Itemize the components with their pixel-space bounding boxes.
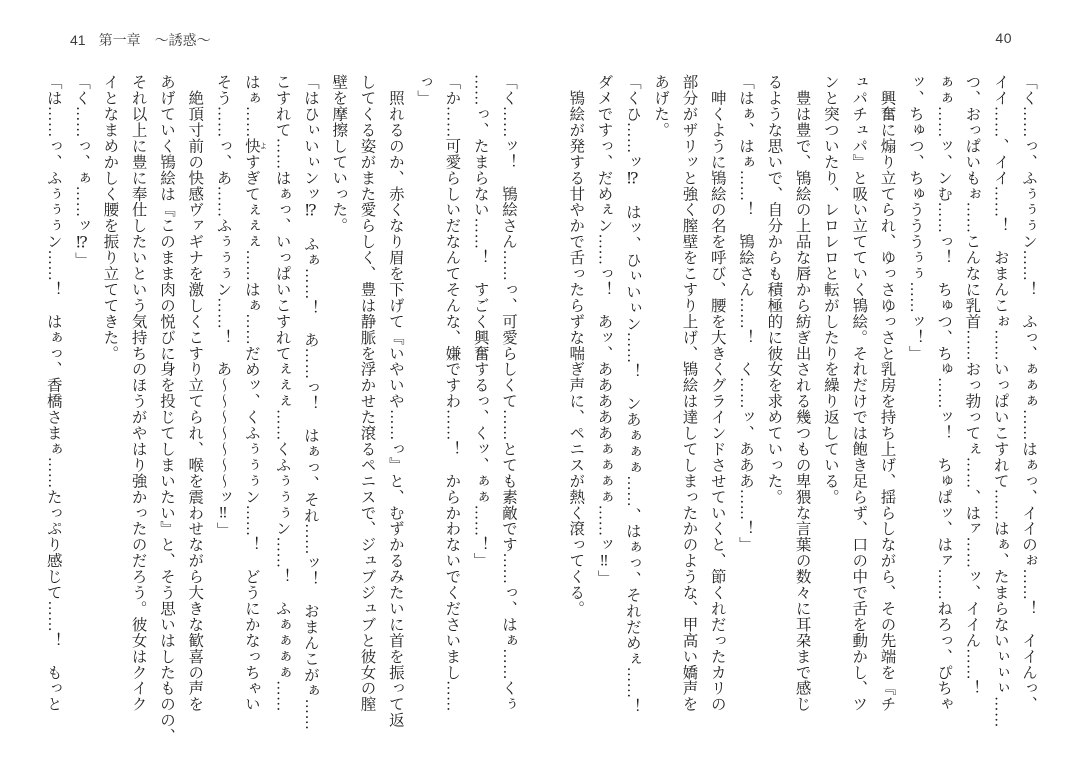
text-line: 部分がザリッと強く膣壁をこすり上げ、鴇絵は達してしまったかのような、甲高い嬌声を bbox=[680, 74, 698, 712]
text-segment: はぁ…… bbox=[242, 74, 260, 138]
text-segment: すぎてぇぇぇ……はぁ……だめッ、くふぅぅぅン……！ どうにかなっちゃい bbox=[242, 153, 260, 713]
ruby-base: 快 bbox=[242, 137, 260, 154]
text-line: 「くひ……ッ⁉ はッ、ひぃいぃン……！ ンあぁぁぁ……、はぁっ、それだめぇ……！ bbox=[623, 74, 641, 715]
text-line: 「く……ッ！ 鴇絵さん……っ、可愛らしくて……とても素敵です……っ、はぁ……くぅ bbox=[500, 74, 517, 712]
text-line: ュパチュパ』と吸い立てていく鴇絵。それだけでは飽き足らず、口の中で舌を動かし、ツ bbox=[850, 74, 868, 712]
page-41-text-block bbox=[40, 74, 522, 750]
text-line: ……っ、たまらない……！ すごく興奮するっ、くッ、ぁぁ……！」 bbox=[471, 74, 489, 569]
text-line: ンと突ついたり、レロレロと転がしたりを繰り返している。 bbox=[821, 74, 839, 505]
running-header bbox=[70, 30, 211, 50]
text-line: ダメですっ、だめぇン……っ！ あッ、あああああぁぁぁぁ……ッ‼」 bbox=[595, 74, 613, 586]
text-line: 照れるのか、赤くなり眉を下げて『いやいや……っ』と、むずかるみたいに首を振って返 bbox=[386, 74, 404, 728]
page-40-text-block bbox=[560, 74, 1042, 750]
text-line: そう……っ、あ……ふぅぅぅン……！ あ～～～～～～～ッ‼」 bbox=[214, 74, 232, 539]
text-line: 「か……可愛らしいだなんてそんな、嫌ですわ……！ からかわないでくださいまし…… bbox=[443, 74, 461, 712]
text-line: るような思いで、自分からも積極的に彼女を求めていった。 bbox=[765, 74, 783, 505]
text-line: ぁぁ……ッ、ンむ……っ！ ちゅつ、ちゅ……ッ！ ちゅぱッ、はァ……ねろっ、ぴちゃ bbox=[935, 74, 953, 712]
text-line bbox=[237, 74, 268, 750]
text-line: つ、おっぱいもぉ……こんなに乳首……おっ勃ってぇ……、はァ……ッ、イイん……！ bbox=[963, 74, 981, 697]
text-line: してくる姿がまた愛らしく、豊は静脈を浮かせた滾るペニスで、ジュブジュブと彼女の膣 bbox=[358, 74, 376, 712]
text-line: あげた。 bbox=[652, 74, 670, 138]
page-number-right: 40 bbox=[995, 30, 1012, 46]
page-number-left: 41 bbox=[70, 32, 86, 48]
text-line: ッ、ちゅつ、ちゅうううぅぅ……ッ！」 bbox=[906, 74, 924, 362]
ruby-furigana bbox=[242, 137, 268, 154]
text-line: 鴇絵が発する甘やかで舌ったらずな喘ぎ声に、ペニスが熱く滾ってくる。 bbox=[567, 74, 585, 617]
text-line: 絶頂寸前の快感ヴァギナを激しくこすり立てられ、喉を震わせながら大きな歓喜の声を bbox=[186, 74, 204, 713]
text-line: こすれて……はぁっ、いっぱいこすれてぇぇぇ……くふぅぅぅン……！ ふぁぁぁぁ…… bbox=[273, 74, 291, 712]
text-line: イとなまめかしく腰を振り立ててきた。 bbox=[101, 74, 119, 362]
text-line: イイ……、イイ……！ おまんこぉ……いっぱいこすれて……はぁ、たまらないぃぃぃ…… bbox=[991, 74, 1009, 728]
text-line: っ」 bbox=[415, 74, 433, 106]
chapter-title: 第一章 ～誘惑～ bbox=[98, 32, 211, 48]
text-line: 呻くように鴇絵の名を呼び、腰を大きくグラインドさせていくと、節くれだったカリの bbox=[708, 74, 726, 712]
text-line: 「く……っ、ぁ……ッ⁉」 bbox=[73, 74, 91, 268]
text-line: 「は……っ、ふぅぅぅン……！ はぁっ、香橋さまぁ……たっぷり感じて……！ もっと bbox=[44, 74, 62, 712]
text-line: 「く……っ、ふぅぅぅン……！ ふっ、ぁぁぁ……はぁっ、イイのぉ……！ イイんっ、 bbox=[1020, 74, 1037, 712]
text-line: 「はひぃいぃンッ⁉ ふぁ……！ あ……っ！ はぁっ、それ……ッ！ おまんこがぁ…… bbox=[301, 74, 319, 731]
ruby-text: よ bbox=[258, 137, 268, 154]
text-line: 「はぁ、はぁ……！ 鴇絵さん……！ く……ッ、あああ……！」 bbox=[737, 74, 755, 553]
text-line: 壁を摩擦していった。 bbox=[330, 74, 348, 234]
text-line: あげていく鴇絵は『このまま肉の悦びに身を投じてしまいたい』と、そう思いはしたものの、 bbox=[157, 74, 175, 744]
text-line: それ以上に豊に奉仕したいという気持ちのほうがやはり強かったのだろう。彼女はクイク bbox=[129, 74, 147, 712]
text-line: 興奮に煽り立てられ、ゆっさゆっさと乳房を持ち上げ、揺らしながら、その先端を『チ bbox=[878, 74, 896, 712]
text-line: 豊は豊で、鴇絵の上品な唇から紡ぎ出される幾つもの卑猥な言葉の数々に耳朶まで感じ bbox=[793, 74, 811, 712]
